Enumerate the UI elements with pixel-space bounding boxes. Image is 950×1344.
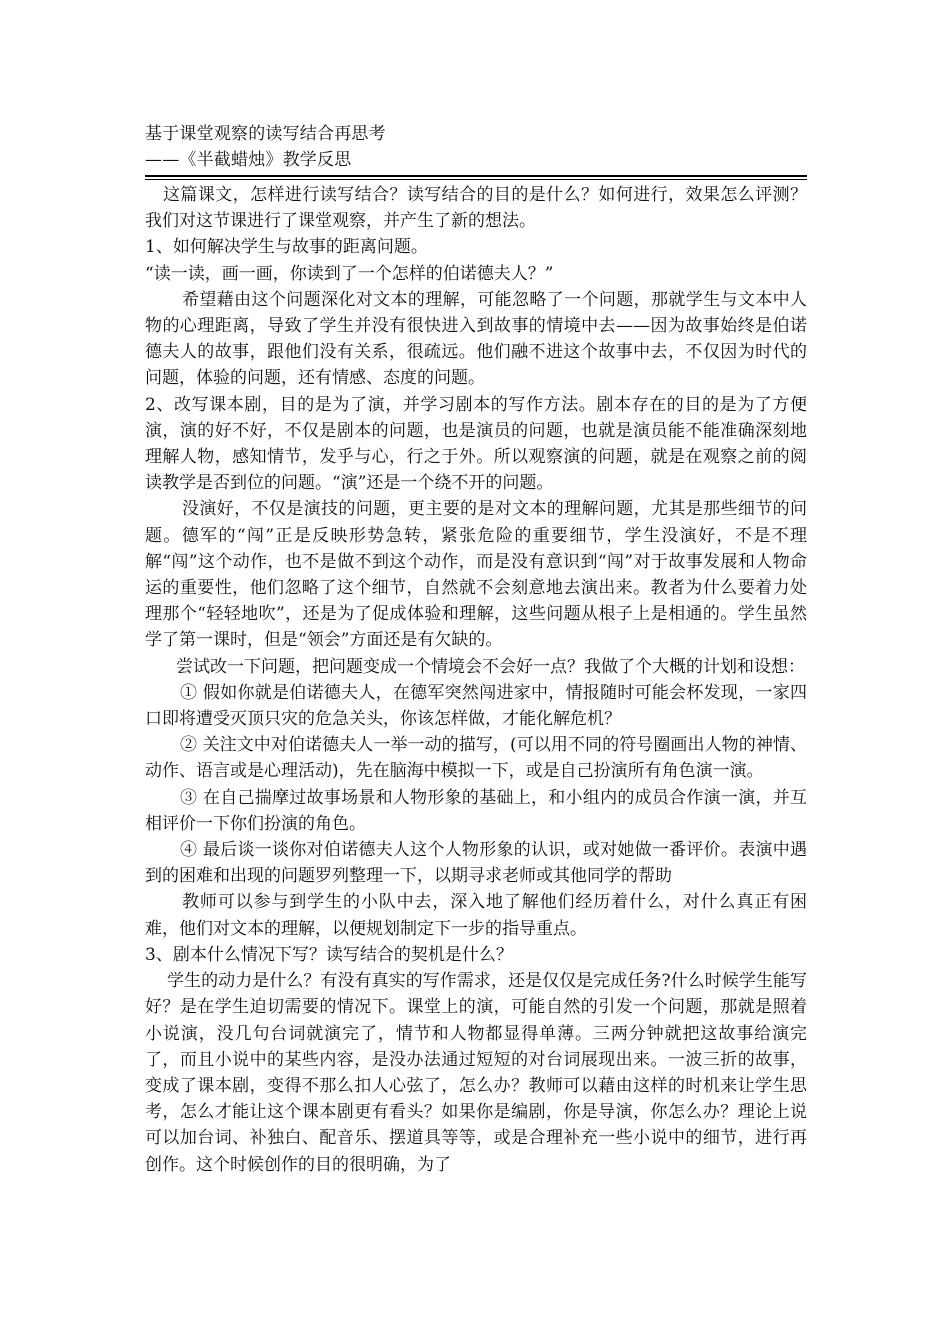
plan-step-2: ② 关注文中对伯诺德夫人一举一动的描写，(可以用不同的符号圈画出人物的神情、动作、语言或是心理活动)，先在脑海中模拟一下，或是自己扮演所有角色演一演。 [145,735,807,782]
paragraph-intro: 这篇课文，怎样进行读写结合？读写结合的目的是什么？如何进行，效果怎么评测？我们对这节课进行了课堂观察，并产生了新的想法。 [145,185,807,232]
question-quote: “读一读，画一画，你读到了一个怎样的伯诺德夫人？” [145,263,554,284]
plan-step-1: ① 假如你就是伯诺德夫人，在德军突然闯进家中，情报随时可能会杯发现，一家四口即将遭受灭顶只灾的危急关头，你该怎样做，才能化解危机？ [145,682,807,730]
paragraph-plan: 尝试改一下问题，把问题变成一个情境会不会好一点？我做了个大概的计划和设想： [176,656,805,677]
paragraph-teacher: 教师可以参与到学生的小队中去，深入地了解他们经历着什么，对什么真正有困难，他们对文本的理解，以便规划制定下一步的指导重点。 [145,892,807,939]
section-heading-2: 2、改写课本剧，目的是为了演，并学习剧本的写作方法。剧本存在的目的是为了方便演，演的好不好，不仅是剧本的问题，也是演员的问题，也就是演员能不能准确深刻地理解人物，感知情节，发乎与心，行之于外。所以观察演的问题，就是在观察之前的阅读教学是否到位的问题。“演”还是一个绕不开的问题。 [145,394,807,494]
document-page [145,121,807,1178]
paragraph-motivation: 学生的动力是什么？有没有真实的写作需求，还是仅仅是完成任务?什么时候学生能写好？是在学生迫切需要的情况下。课堂上的演，可能自然的引发一个问题，那就是照着小说演，没几句台词就演完了，情节和人物都显得单薄。三两分钟就把这故事给演完了，而且小说中的某些内容，是没办法通过短短的对台词展现出来。一波三折的故事，变成了课本剧，变得不那么扣人心弦了，怎么办？教师可以藉由这样的时机来让学生思考，怎么才能让这个课本剧更有看头？如果你是编剧，你是导演，你怎么办？理论上说可以加台词、补独白、配音乐、摆道具等等，或是合理补充一些小说中的细节，进行再创作。这个时候创作的目的很明确，为了 [145,971,807,1175]
section-heading-1: 1、如何解决学生与故事的距离问题。 [145,237,428,258]
paragraph-distance: 希望藉由这个问题深化对文本的理解，可能忽略了一个问题，那就学生与文本中人物的心理距离，导致了学生并没有很快进入到故事的情境中去——因为故事始终是伯诺德夫人的故事，跟他们没有关系，很疏远。他们融不进这个故事中去，不仅因为时代的问题，体验的问题，还有情感、态度的问题。 [145,289,807,389]
section-heading-3: 3、剧本什么情况下写？读写结合的契机是什么？ [145,944,513,965]
document-title: 基于课堂观察的读写结合再思考 [145,124,386,144]
document-subtitle: ——《半截蜡烛》教学反思 [145,150,352,170]
paragraph-acting: 没演好，不仅是演技的问题，更主要的是对文本的理解问题，尤其是那些细节的问题。德军的“闯”正是反映形势急转，紧张危险的重要细节，学生没演好，不是不理解“闯”这个动作，也不是做不到这个动作，而是没有意识到“闯”对于故事发展和人物命运的重要性，他们忽略了这个细节，自然就不会刻意地去演出来。教者为什么要着力处理那个“轻轻地吹”，还是为了促成体验和理解，这些问题从根子上是相通的。学生虽然学了第一课时，但是“领会”方面还是有欠缺的。 [145,499,807,651]
title-divider [145,175,807,180]
plan-step-3: ③ 在自己揣摩过故事场景和人物形象的基础上，和小组内的成员合作演一演，并互相评价一下你们扮演的角色。 [145,787,807,834]
plan-step-4: ④ 最后谈一谈你对伯诺德夫人这个人物形象的认识，或对她做一番评价。表演中遇到的困难和出现的问题罗列整理一下，以期寻求老师或其他同学的帮助 [145,840,807,887]
